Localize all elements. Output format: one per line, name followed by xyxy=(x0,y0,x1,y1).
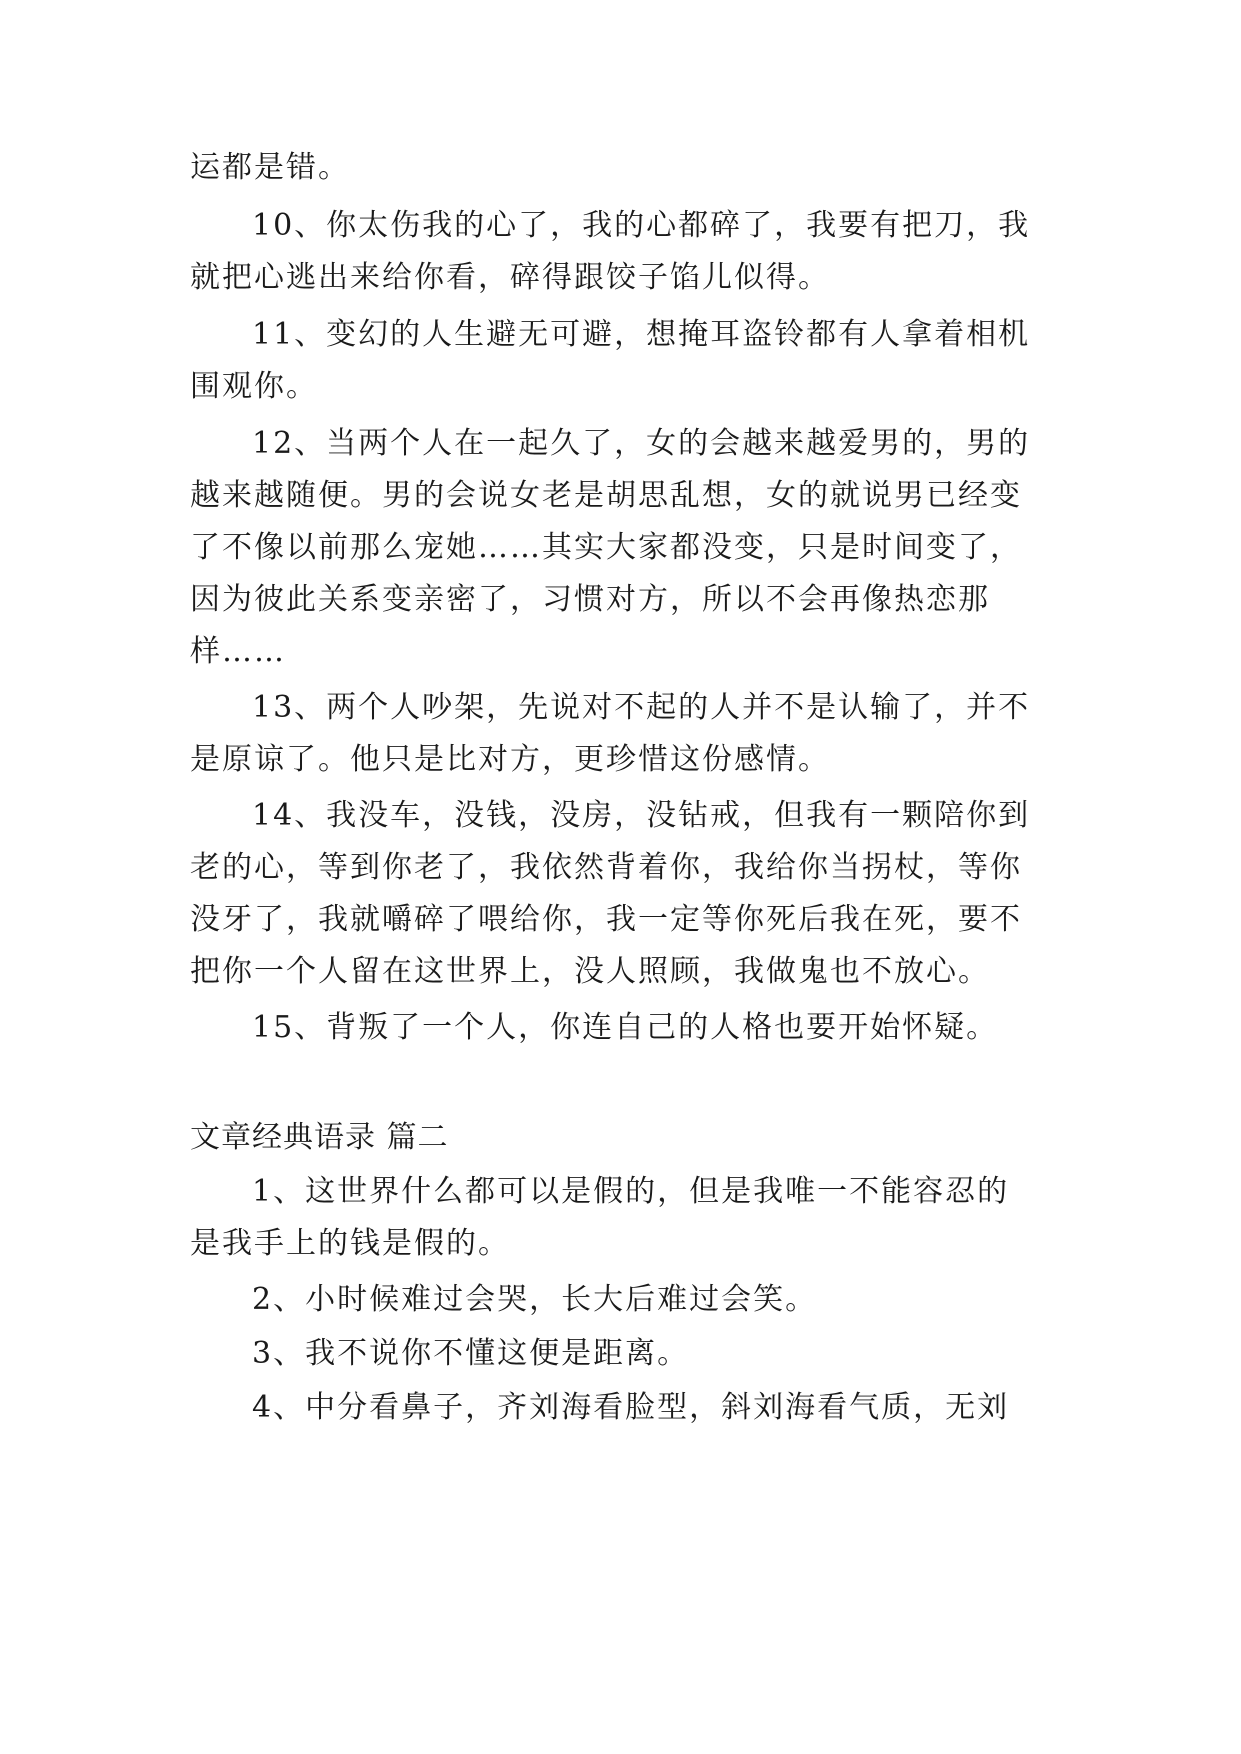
text-line: 是原谅了。他只是比对方，更珍惜这份感情。 xyxy=(190,742,830,777)
quote-3-line: 3、我不说你不懂这便是距离。 xyxy=(252,1336,690,1371)
quote-1-line: 1、这世界什么都可以是假的，但是我唯一不能容忍的 xyxy=(252,1174,1010,1209)
quote-14-line: 14、我没车，没钱，没房，没钻戒，但我有一颗陪你到 xyxy=(252,798,1031,833)
quote-2-line: 2、小时候难过会哭，长大后难过会笑。 xyxy=(252,1282,818,1317)
text-line: 因为彼此关系变亲密了，习惯对方，所以不会再像热恋那 xyxy=(190,582,990,617)
text-line: 没牙了，我就嚼碎了喂给你，我一定等你死后我在死，要不 xyxy=(190,902,1022,937)
section-heading: 文章经典语录 篇二 xyxy=(190,1120,449,1155)
text-line: 就把心逃出来给你看，碎得跟饺子馅儿似得。 xyxy=(190,260,830,295)
text-line: 样…… xyxy=(190,634,286,669)
text-line: 把你一个人留在这世界上，没人照顾，我做鬼也不放心。 xyxy=(190,954,990,989)
text-line: 越来越随便。男的会说女老是胡思乱想，女的就说男已经变 xyxy=(190,478,1022,513)
text-line: 老的心，等到你老了，我依然背着你，我给你当拐杖，等你 xyxy=(190,850,1022,885)
text-line: 围观你。 xyxy=(190,369,318,404)
quote-13-line: 13、两个人吵架，先说对不起的人并不是认输了，并不 xyxy=(252,690,1031,725)
quote-15-line: 15、背叛了一个人，你连自己的人格也要开始怀疑。 xyxy=(252,1010,999,1045)
text-line: 是我手上的钱是假的。 xyxy=(190,1226,510,1261)
quote-10-line: 10、你太伤我的心了，我的心都碎了，我要有把刀，我 xyxy=(252,208,1031,243)
quote-4-line: 4、中分看鼻子，齐刘海看脸型，斜刘海看气质，无刘 xyxy=(252,1390,1010,1425)
quote-12-line: 12、当两个人在一起久了，女的会越来越爱男的，男的 xyxy=(252,426,1031,461)
text-line: 了不像以前那么宠她……其实大家都没变，只是时间变了， xyxy=(190,530,1022,565)
text-line: 运都是错。 xyxy=(190,150,350,185)
quote-11-line: 11、变幻的人生避无可避，想掩耳盗铃都有人拿着相机 xyxy=(252,317,1031,352)
